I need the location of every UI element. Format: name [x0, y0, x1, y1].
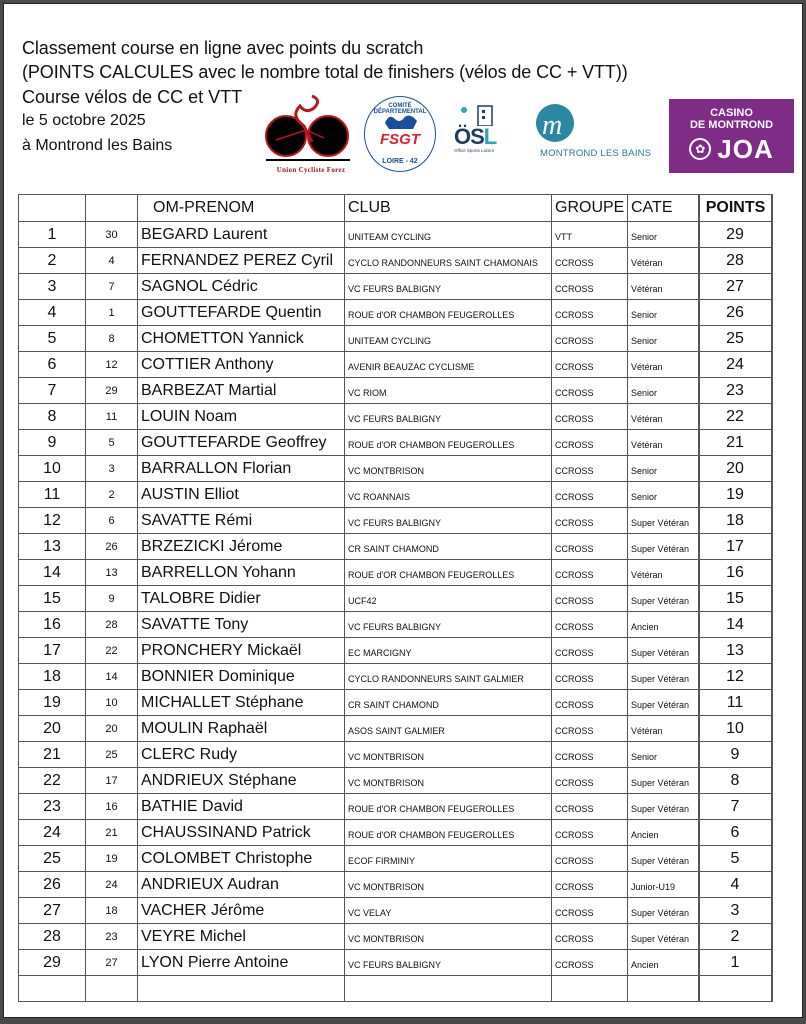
club-cell: VC FEURS BALBIGNY	[345, 612, 552, 638]
club-cell: ROUE d'OR CHAMBON FEUGEROLLES	[345, 820, 552, 846]
rider-name-cell: BONNIER Dominique	[138, 664, 345, 690]
rank-cell: 9	[19, 430, 86, 456]
rider-name-cell: BARRELLON Yohann	[138, 560, 345, 586]
rider-name-cell: BARRALLON Florian	[138, 456, 345, 482]
points-cell: 16	[699, 560, 772, 586]
header-club: CLUB	[345, 195, 552, 222]
group-cell: CCROSS	[552, 690, 628, 716]
rank-cell: 7	[19, 378, 86, 404]
bib-number-cell: 22	[86, 638, 138, 664]
table-row	[19, 326, 772, 352]
rank-cell: 27	[19, 898, 86, 924]
group-cell: CCROSS	[552, 482, 628, 508]
table-row	[19, 378, 772, 404]
rider-name-cell: COTTIER Anthony	[138, 352, 345, 378]
rank-cell: 5	[19, 326, 86, 352]
header-points: POINTS	[699, 195, 772, 222]
category-cell: Vétéran	[628, 430, 699, 456]
group-cell: CCROSS	[552, 846, 628, 872]
points-cell: 27	[699, 274, 772, 300]
bib-number-cell: 11	[86, 404, 138, 430]
table-row	[19, 586, 772, 612]
category-cell: Super Vétéran	[628, 768, 699, 794]
table-row	[19, 508, 772, 534]
rider-name-cell: GOUTTEFARDE Geoffrey	[138, 430, 345, 456]
results-table	[18, 194, 773, 1002]
fsgt-top-text: COMITÉ DÉPARTEMENTAL	[373, 103, 427, 115]
rank-cell: 19	[19, 690, 86, 716]
table-header-row	[19, 195, 772, 222]
table-row	[19, 352, 772, 378]
rank-cell: 15	[19, 586, 86, 612]
rider-name-cell: ANDRIEUX Audran	[138, 872, 345, 898]
club-cell: UNITEAM CYCLING	[345, 222, 552, 248]
category-cell: Super Vétéran	[628, 638, 699, 664]
osl-subtitle: Office Sports Loisirs	[454, 148, 495, 153]
empty-cell	[628, 976, 699, 1002]
category-cell: Super Vétéran	[628, 794, 699, 820]
points-cell: 29	[699, 222, 772, 248]
category-cell: Ancien	[628, 820, 699, 846]
group-cell: CCROSS	[552, 768, 628, 794]
points-cell: 22	[699, 404, 772, 430]
fsgt-figures-icon	[383, 113, 419, 131]
club-cell: VC FEURS BALBIGNY	[345, 950, 552, 976]
category-cell: Senior	[628, 482, 699, 508]
race-type: Course vélos de CC et VTT	[22, 87, 243, 107]
category-cell: Vétéran	[628, 352, 699, 378]
bib-number-cell: 20	[86, 716, 138, 742]
group-cell: CCROSS	[552, 820, 628, 846]
joa-line-2: DE MONTROND	[689, 119, 774, 131]
club-cell: ROUE d'OR CHAMBON FEUGEROLLES	[345, 560, 552, 586]
rank-cell: 28	[19, 924, 86, 950]
category-cell: Senior	[628, 456, 699, 482]
fsgt-loire-logo	[364, 96, 436, 172]
table-row	[19, 950, 772, 976]
race-date: le 5 octobre 2025	[22, 112, 146, 129]
osl-word-part: L	[483, 124, 497, 149]
group-cell: CCROSS	[552, 716, 628, 742]
bib-number-cell: 14	[86, 664, 138, 690]
empty-cell	[699, 976, 772, 1002]
bib-number-cell: 17	[86, 768, 138, 794]
rider-name-cell: LYON Pierre Antoine	[138, 950, 345, 976]
club-cell: UCF42	[345, 586, 552, 612]
table-row	[19, 872, 772, 898]
rider-name-cell: SAVATTE Rémi	[138, 508, 345, 534]
category-cell: Ancien	[628, 950, 699, 976]
group-cell: CCROSS	[552, 274, 628, 300]
fsgt-word: FSGT	[380, 131, 420, 148]
title-line-2: (POINTS CALCULES avec le nombre total de finishers (vélos de CC + VTT))	[22, 62, 628, 82]
rank-cell: 25	[19, 846, 86, 872]
montrond-letter: m	[542, 110, 563, 141]
bib-number-cell: 1	[86, 300, 138, 326]
club-cell: VC MONTBRISON	[345, 742, 552, 768]
joa-flower-icon: ✿	[689, 138, 711, 160]
bib-number-cell: 19	[86, 846, 138, 872]
points-cell: 26	[699, 300, 772, 326]
points-cell: 14	[699, 612, 772, 638]
group-cell: CCROSS	[552, 742, 628, 768]
club-cell: VC MONTBRISON	[345, 872, 552, 898]
group-cell: CCROSS	[552, 560, 628, 586]
rider-name-cell: BEGARD Laurent	[138, 222, 345, 248]
club-cell: UNITEAM CYCLING	[345, 326, 552, 352]
bib-number-cell: 28	[86, 612, 138, 638]
bib-number-cell: 5	[86, 430, 138, 456]
table-row	[19, 482, 772, 508]
montrond-text: MONTROND LES BAINS	[540, 148, 652, 159]
rider-name-cell: VACHER Jérôme	[138, 898, 345, 924]
table-row	[19, 716, 772, 742]
rank-cell: 12	[19, 508, 86, 534]
group-cell: CCROSS	[552, 872, 628, 898]
rank-cell: 24	[19, 820, 86, 846]
race-location: à Montrond les Bains	[22, 137, 173, 154]
category-cell: Vétéran	[628, 248, 699, 274]
osl-building-icon	[458, 104, 498, 126]
montrond-les-bains-logo	[522, 104, 656, 164]
points-cell: 11	[699, 690, 772, 716]
points-cell: 24	[699, 352, 772, 378]
rider-name-cell: GOUTTEFARDE Quentin	[138, 300, 345, 326]
points-cell: 8	[699, 768, 772, 794]
club-cell: VC FEURS BALBIGNY	[345, 404, 552, 430]
empty-cell	[86, 976, 138, 1002]
club-cell: VC RIOM	[345, 378, 552, 404]
category-cell: Junior-U19	[628, 872, 699, 898]
club-cell: ROUE d'OR CHAMBON FEUGEROLLES	[345, 430, 552, 456]
category-cell: Super Vétéran	[628, 664, 699, 690]
bib-number-cell: 12	[86, 352, 138, 378]
cyclist-icon	[262, 92, 354, 164]
category-cell: Senior	[628, 222, 699, 248]
rank-cell: 4	[19, 300, 86, 326]
rider-name-cell: CHOMETTON Yannick	[138, 326, 345, 352]
empty-cell	[345, 976, 552, 1002]
points-cell: 7	[699, 794, 772, 820]
union-cycliste-forez-logo	[262, 92, 354, 174]
points-cell: 15	[699, 586, 772, 612]
category-cell: Super Vétéran	[628, 924, 699, 950]
table-row	[19, 846, 772, 872]
club-cell: VC FEURS BALBIGNY	[345, 508, 552, 534]
rider-name-cell: ANDRIEUX Stéphane	[138, 768, 345, 794]
bib-number-cell: 30	[86, 222, 138, 248]
category-cell: Super Vétéran	[628, 846, 699, 872]
category-cell: Vétéran	[628, 716, 699, 742]
club-cell: VC FEURS BALBIGNY	[345, 274, 552, 300]
club-cell: EC MARCIGNY	[345, 638, 552, 664]
group-cell: CCROSS	[552, 586, 628, 612]
rank-cell: 26	[19, 872, 86, 898]
table-row	[19, 898, 772, 924]
table-row	[19, 612, 772, 638]
bib-number-cell: 23	[86, 924, 138, 950]
category-cell: Super Vétéran	[628, 586, 699, 612]
rider-name-cell: MOULIN Raphaël	[138, 716, 345, 742]
table-row	[19, 638, 772, 664]
club-cell: CYCLO RANDONNEURS SAINT GALMIER	[345, 664, 552, 690]
rider-name-cell: MICHALLET Stéphane	[138, 690, 345, 716]
header-category: CATE	[628, 195, 699, 222]
group-cell: CCROSS	[552, 898, 628, 924]
rank-cell: 2	[19, 248, 86, 274]
table-row	[19, 430, 772, 456]
rank-cell: 10	[19, 456, 86, 482]
rank-cell: 11	[19, 482, 86, 508]
rank-cell: 13	[19, 534, 86, 560]
category-cell: Super Vétéran	[628, 508, 699, 534]
ucf-caption: Union Cycliste Forez	[276, 166, 346, 174]
rank-cell: 18	[19, 664, 86, 690]
rider-name-cell: SAVATTE Tony	[138, 612, 345, 638]
group-cell: CCROSS	[552, 326, 628, 352]
group-cell: CCROSS	[552, 404, 628, 430]
points-cell: 18	[699, 508, 772, 534]
category-cell: Super Vétéran	[628, 898, 699, 924]
points-cell: 17	[699, 534, 772, 560]
empty-cell	[552, 976, 628, 1002]
points-cell: 19	[699, 482, 772, 508]
club-cell: VC MONTBRISON	[345, 456, 552, 482]
points-cell: 6	[699, 820, 772, 846]
rank-cell: 6	[19, 352, 86, 378]
osl-logo	[452, 104, 508, 160]
table-row	[19, 924, 772, 950]
points-cell: 10	[699, 716, 772, 742]
club-cell: CR SAINT CHAMOND	[345, 690, 552, 716]
bib-number-cell: 25	[86, 742, 138, 768]
table-row	[19, 456, 772, 482]
table-row	[19, 404, 772, 430]
points-cell: 25	[699, 326, 772, 352]
group-cell: CCROSS	[552, 950, 628, 976]
table-row	[19, 820, 772, 846]
bib-number-cell: 26	[86, 534, 138, 560]
table-row	[19, 742, 772, 768]
category-cell: Senior	[628, 742, 699, 768]
group-cell: CCROSS	[552, 612, 628, 638]
rider-name-cell: FERNANDEZ PEREZ Cyril	[138, 248, 345, 274]
empty-row	[19, 976, 772, 1002]
points-cell: 9	[699, 742, 772, 768]
rank-cell: 14	[19, 560, 86, 586]
empty-cell	[138, 976, 345, 1002]
club-cell: CR SAINT CHAMOND	[345, 534, 552, 560]
category-cell: Vétéran	[628, 404, 699, 430]
group-cell: CCROSS	[552, 248, 628, 274]
group-cell: CCROSS	[552, 430, 628, 456]
empty-cell	[19, 976, 86, 1002]
bib-number-cell: 9	[86, 586, 138, 612]
joa-word: JOA	[717, 134, 774, 164]
group-cell: CCROSS	[552, 300, 628, 326]
club-cell: ECOF FIRMINIY	[345, 846, 552, 872]
header-bib	[86, 195, 138, 222]
rider-name-cell: PRONCHERY Mickaël	[138, 638, 345, 664]
bib-number-cell: 4	[86, 248, 138, 274]
rank-cell: 29	[19, 950, 86, 976]
rider-name-cell: CHAUSSINAND Patrick	[138, 820, 345, 846]
club-cell: ROUE d'OR CHAMBON FEUGEROLLES	[345, 300, 552, 326]
table-row	[19, 274, 772, 300]
table-row	[19, 222, 772, 248]
rank-cell: 20	[19, 716, 86, 742]
club-cell: AVENIR BEAUZAC CYCLISME	[345, 352, 552, 378]
category-cell: Vétéran	[628, 274, 699, 300]
bib-number-cell: 2	[86, 482, 138, 508]
table-row	[19, 534, 772, 560]
osl-word-part: ÖS	[454, 124, 484, 149]
rank-cell: 23	[19, 794, 86, 820]
group-cell: CCROSS	[552, 456, 628, 482]
points-cell: 3	[699, 898, 772, 924]
table-row	[19, 248, 772, 274]
club-cell: ROUE d'OR CHAMBON FEUGEROLLES	[345, 794, 552, 820]
category-cell: Ancien	[628, 612, 699, 638]
fsgt-bottom-text: LOIRE - 42	[382, 158, 418, 165]
bib-number-cell: 10	[86, 690, 138, 716]
table-row	[19, 690, 772, 716]
bib-number-cell: 3	[86, 456, 138, 482]
bib-number-cell: 7	[86, 274, 138, 300]
group-cell: CCROSS	[552, 508, 628, 534]
rank-cell: 17	[19, 638, 86, 664]
category-cell: Senior	[628, 378, 699, 404]
club-cell: ASOS SAINT GALMIER	[345, 716, 552, 742]
bib-number-cell: 18	[86, 898, 138, 924]
group-cell: CCROSS	[552, 378, 628, 404]
joa-line-1: CASINO	[710, 107, 753, 119]
points-cell: 28	[699, 248, 772, 274]
club-cell: VC ROANNAIS	[345, 482, 552, 508]
points-cell: 4	[699, 872, 772, 898]
group-cell: CCROSS	[552, 352, 628, 378]
club-cell: VC MONTBRISON	[345, 768, 552, 794]
rider-name-cell: COLOMBET Christophe	[138, 846, 345, 872]
bib-number-cell: 24	[86, 872, 138, 898]
rider-name-cell: BATHIE David	[138, 794, 345, 820]
points-cell: 5	[699, 846, 772, 872]
category-cell: Senior	[628, 300, 699, 326]
table-row	[19, 768, 772, 794]
group-cell: CCROSS	[552, 664, 628, 690]
bib-number-cell: 27	[86, 950, 138, 976]
group-cell: CCROSS	[552, 534, 628, 560]
category-cell: Vétéran	[628, 560, 699, 586]
bib-number-cell: 21	[86, 820, 138, 846]
osl-word	[454, 124, 496, 150]
table-row	[19, 300, 772, 326]
points-cell: 23	[699, 378, 772, 404]
group-cell: CCROSS	[552, 638, 628, 664]
points-cell: 2	[699, 924, 772, 950]
group-cell: CCROSS	[552, 794, 628, 820]
bib-number-cell: 29	[86, 378, 138, 404]
group-cell: CCROSS	[552, 924, 628, 950]
table-row	[19, 664, 772, 690]
table-row	[19, 560, 772, 586]
club-cell: VC MONTBRISON	[345, 924, 552, 950]
rank-cell: 8	[19, 404, 86, 430]
bib-number-cell: 13	[86, 560, 138, 586]
group-cell: VTT	[552, 222, 628, 248]
rider-name-cell: BRZEZICKI Jérome	[138, 534, 345, 560]
rank-cell: 3	[19, 274, 86, 300]
title-line-1: Classement course en ligne avec points du scratch	[22, 38, 424, 58]
rank-cell: 16	[19, 612, 86, 638]
casino-joa-logo	[669, 99, 794, 173]
club-cell: VC VELAY	[345, 898, 552, 924]
club-cell: CYCLO RANDONNEURS SAINT CHAMONAIS	[345, 248, 552, 274]
table-row	[19, 794, 772, 820]
header-rank	[19, 195, 86, 222]
points-cell: 12	[699, 664, 772, 690]
rider-name-cell: VEYRE Michel	[138, 924, 345, 950]
points-cell: 1	[699, 950, 772, 976]
header-group: GROUPE	[552, 195, 628, 222]
points-cell: 21	[699, 430, 772, 456]
rank-cell: 21	[19, 742, 86, 768]
rank-cell: 1	[19, 222, 86, 248]
bib-number-cell: 16	[86, 794, 138, 820]
rank-cell: 22	[19, 768, 86, 794]
header-name: OM-PRENOM	[138, 195, 345, 222]
category-cell: Super Vétéran	[628, 534, 699, 560]
rider-name-cell: SAGNOL Cédric	[138, 274, 345, 300]
rider-name-cell: BARBEZAT Martial	[138, 378, 345, 404]
rider-name-cell: AUSTIN Elliot	[138, 482, 345, 508]
rider-name-cell: TALOBRE Didier	[138, 586, 345, 612]
points-cell: 13	[699, 638, 772, 664]
bib-number-cell: 6	[86, 508, 138, 534]
points-cell: 20	[699, 456, 772, 482]
bib-number-cell: 8	[86, 326, 138, 352]
category-cell: Super Vétéran	[628, 690, 699, 716]
results-document	[3, 3, 803, 1018]
rider-name-cell: CLERC Rudy	[138, 742, 345, 768]
rider-name-cell: LOUIN Noam	[138, 404, 345, 430]
category-cell: Senior	[628, 326, 699, 352]
